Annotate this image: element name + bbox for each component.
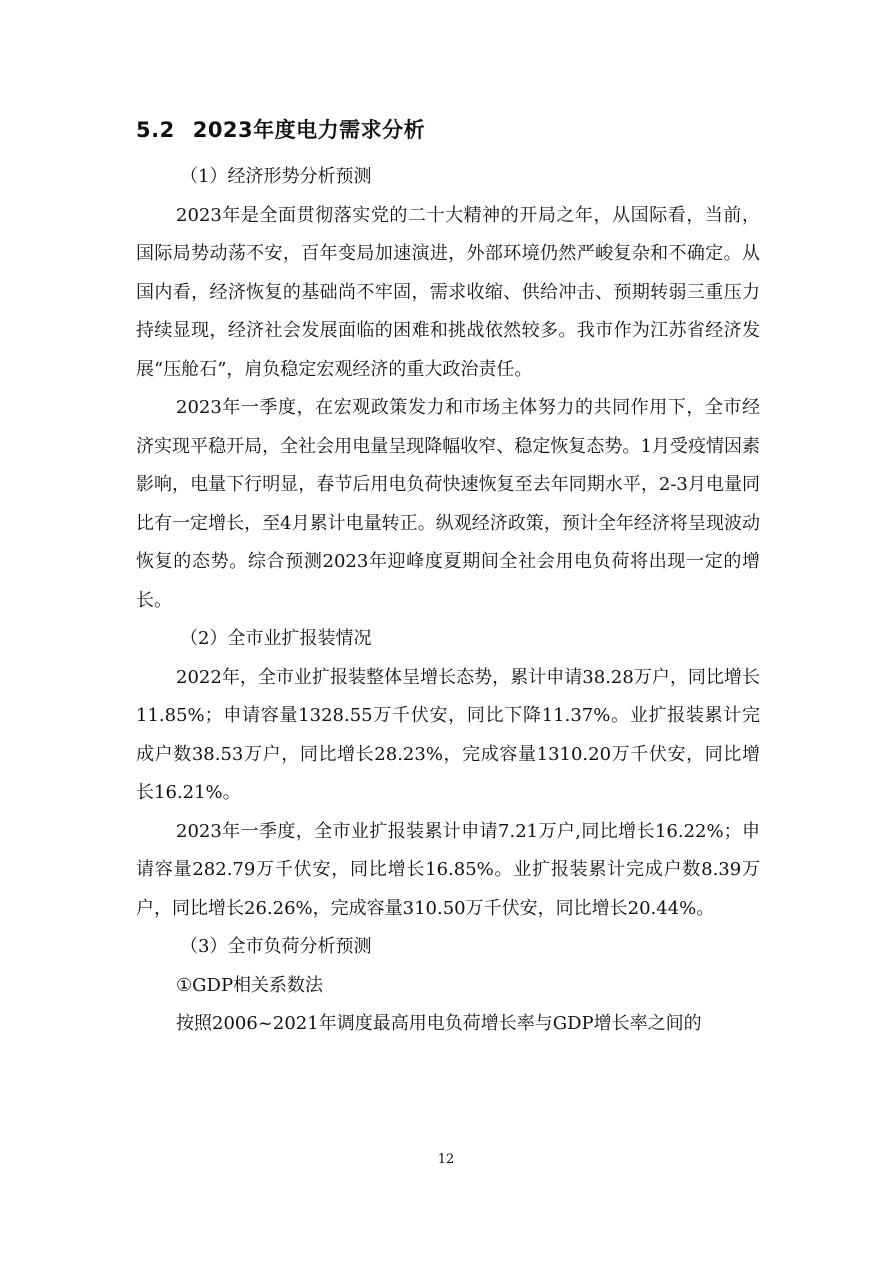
paragraph-2023q1-expansion: 2023年一季度，全市业扩报装累计申请7.21万户,同比增长16.22%；申请容量282.79万千伏安，同比增长16.85%。业扩报装累计完成户数8.39万户，同比增长26.26%，完成容量310.50万千伏安，同比增长20.44%。 — [136, 820, 760, 919]
section-title: 2023年度电力需求分析 — [192, 118, 426, 142]
paragraph-international: 2023年是全面贯彻落实党的二十大精神的开局之年，从国际看，当前，国际局势动荡不安，百年变局加速演进，外部环境仍然严峻复杂和不确定。从国内看，经济恢复的基础尚不牢固，需求收缩、供给冲击、预期转弱三重压力持续显现，经济社会发展面临的困难和挑战依然较多。我市作为江苏省经济发展“压舱石”，肩负稳定宏观经济的重大政治责任。 — [136, 204, 760, 380]
page-number: 12 — [437, 1152, 455, 1167]
section-heading — [136, 112, 760, 148]
subheading-load-forecast: （3）全市负荷分析预测 — [180, 936, 372, 957]
paragraph-gdp-method: ①GDP相关系数法 — [176, 974, 324, 996]
subheading-economic: （1）经济形势分析预测 — [180, 166, 372, 187]
subheading-business-expansion: （2）全市业扩报装情况 — [180, 628, 372, 649]
paragraph-q1-economy: 2023年一季度，在宏观政策发力和市场主体努力的共同作用下，全市经济实现平稳开局，全社会用电量呈现降幅收窄、稳定恢复态势。1月受疫情因素影响，电量下行明显，春节后用电负荷快速恢复至去年同期水平，2-3月电量同比有一定增长，至4月累计电量转正。纵观经济政策，预计全年经济将呈现波动恢复的态势。综合预测2023年迎峰度夏期间全社会用电负荷将出现一定的增长。 — [136, 397, 760, 611]
page-content — [136, 112, 760, 1044]
paragraph-2022-expansion: 2022年，全市业扩报装整体呈增长态势，累计申请38.28万户，同比增长11.85%；申请容量1328.55万千伏安，同比下降11.37%。业扩报装累计完成户数38.53万户，同比增长28.23%，完成容量1310.20万千伏安，同比增长16.21%。 — [136, 666, 760, 803]
paragraph-gdp-method-desc: 按照2006~2021年调度最高用电负荷增长率与GDP增长率之间的 — [176, 1013, 702, 1034]
section-number: 5.2 — [136, 118, 175, 142]
